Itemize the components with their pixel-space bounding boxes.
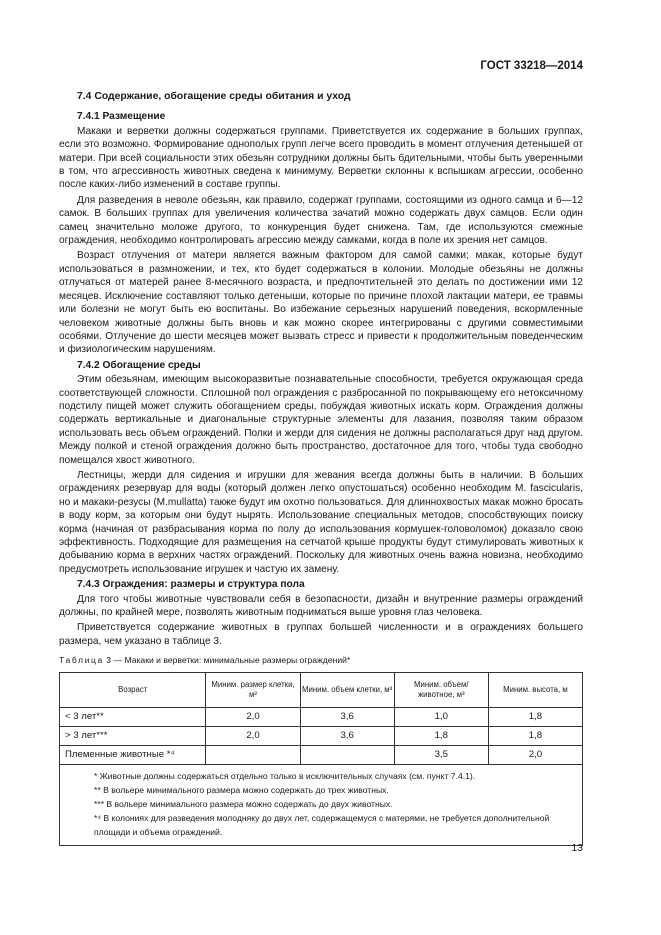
enclosure-size-table (59, 672, 583, 846)
table-cell: 1,8 (488, 726, 582, 745)
table-note: *** В вольере минимального размера можно содержать до двух животных. (94, 798, 393, 809)
table-cell: < 3 лет** (60, 707, 206, 726)
paragraph: Приветствуется содержание животных в группах большей численности и в ограждениях большего размера, чем указано в таблице 3. (59, 622, 583, 647)
subsection-heading-accommodation: 7.4.1 Размещение (77, 111, 166, 123)
paragraph: Для разведения в неволе обезьян, как правило, содержат группами, состоящими из одного самца и 6—12 самок. В больших группах для увеличения количества зачатий можно содержать двух самцов. Если один самец значительно моложе другого, то конкуренция будет снижена. Там, где используются смежные ограждения, необходимо контролировать агрессию между самками, когда в поле их зрения нет самцов. (59, 194, 583, 247)
table-row (60, 745, 583, 764)
table-notes-row (60, 764, 583, 845)
table-note: *⁴ В колониях для разведения молодняку до двух лет, содержащемуся с матерями, не требуется дополнительной площади и объема ограждений. (94, 812, 550, 837)
column-header: Возраст (60, 672, 206, 707)
section-heading: 7.4 Содержание, обогащение среды обитания и уход (77, 91, 351, 102)
subsection-heading-enclosures: 7.4.3 Ограждения: размеры и структура пола (77, 579, 305, 591)
table-note: * Животные должны содержаться отдельно только в исключительных случаях (см. пункт 7.4.1). (94, 770, 476, 781)
table-cell (206, 745, 300, 764)
table-header-row (60, 672, 583, 707)
table-notes (60, 764, 583, 845)
table-cell: 2,0 (206, 726, 300, 745)
table-cell: > 3 лет*** (60, 726, 206, 745)
paragraph: Для того чтобы животные чувствовали себя в безопасности, дизайн и внутренние размеры ограждений должны, по крайней мере, позволять животным подниматься выше уровня глаз человека. (59, 593, 583, 619)
column-header: Миним. объем клетки, м³ (300, 672, 394, 707)
table-note: ** В вольере минимального размера можно содержать до трех животных. (94, 784, 389, 795)
paragraph: Этим обезьянам, имеющим высокоразвитые познавательные способности, требуется окружающая среда соответствующей сложности. Сплошной пол ограждения с разбросанной по покрывающему его нетоксичному подстилу пищей может служить обогащением среды, побуждая животных искать корм. Ограждения должны содержать вертикальные и диагональные структурные элементы для лазания, позволяя таким образом использовать весь объем ограждений. Полки и жерди для сидения не должны располагаться друг над другом. Между полкой и стеной ограждения должно быть пространство, достаточное для того, чтобы туда свободно помещался хвост животного. (59, 374, 583, 466)
table-cell: 1,8 (394, 726, 488, 745)
table-caption-text: 3 — Макаки и верветки: минимальные размеры ограждений* (103, 655, 351, 666)
table-cell: 3,5 (394, 745, 488, 764)
table-cell: 2,0 (488, 745, 582, 764)
table-cell: 3,6 (300, 726, 394, 745)
table-cell: 1,0 (394, 707, 488, 726)
column-header: Миним. объем/ животное, м³ (394, 672, 488, 707)
paragraph: Возраст отлучения от матери является важным фактором для самой самки; макак, которые будут использоваться в размножении, и тех, кто будет содержаться в колонии. Молодые обезьяны не должны отлучаться от матерей ранее 8-месячного возраста, и предпочтительней это делать по достижении ими 12 месяцев. Исключение составляют только детеныши, которые по причине плохой лактации матери, ее травмы или болезни не могут быть ею воспитаны. Во избежание серьезных нарушений поведения, вскормленные человеком животные должны быть вновь и как можно скорее интегрированы с другими совместимыми особями. Отлучение до шести месяцев может вызвать стресс и привести к продолжительным поведенческим и физиологическим нарушениям. (59, 250, 583, 356)
column-header: Миним. размер клетки, м² (206, 672, 300, 707)
table-cell: 2,0 (206, 707, 300, 726)
paragraph: Макаки и верветки должны содержаться группами. Приветствуется их содержание в больших группах, если это возможно. Формирование однополых групп легче всего проводить в момент отлучения детенышей от матери. При всей социальности этих обезьян сотрудники должны быть бдительными, чтобы быть уверенными в том, что агрессивность животных сведена к минимуму. Верветки склонны к вспышкам агрессии, особенно после каких-либо изменений в составе группы. (59, 125, 583, 191)
table-row (60, 707, 583, 726)
table-cell (300, 745, 394, 764)
table-row (60, 726, 583, 745)
table-cell: 3,6 (300, 707, 394, 726)
table-caption-prefix: Таблица (59, 655, 104, 666)
page-content (59, 90, 583, 846)
subsection-heading-enrichment: 7.4.2 Обогащение среды (77, 359, 201, 371)
paragraph: Лестницы, жерди для сидения и игрушки для жевания всегда должны быть в наличии. В больших ограждениях резервуар для воды (который должен легко опустошаться) особенно необходим M. fascicularis, но и макаки-резусы (M.mullatta) также будут им охотно пользоваться. Для длиннохвостых макак можно бросать в воду корм, за которым они будут нырять. Использование специальных методов, способствующих поиску корма (начиная от разбрасывания корма по полу до использования кормушек-головоломок) доказало свою эффективность. Подходящие для размещения на сетчатой крыше продукты будут стимулировать животных к добыванию корма в верхних частях ограждений. Поскольку для животных очень важна новизна, необходимо предусмотреть использование игрушек и частую их замену. (59, 469, 583, 575)
table-cell: Племенные животные *⁴ (60, 745, 206, 764)
standard-number: ГОСТ 33218—2014 (480, 60, 583, 72)
table-caption (59, 654, 583, 667)
page-number: 13 (571, 842, 583, 854)
table-cell: 1,8 (488, 707, 582, 726)
column-header: Миним. высота, м (488, 672, 582, 707)
